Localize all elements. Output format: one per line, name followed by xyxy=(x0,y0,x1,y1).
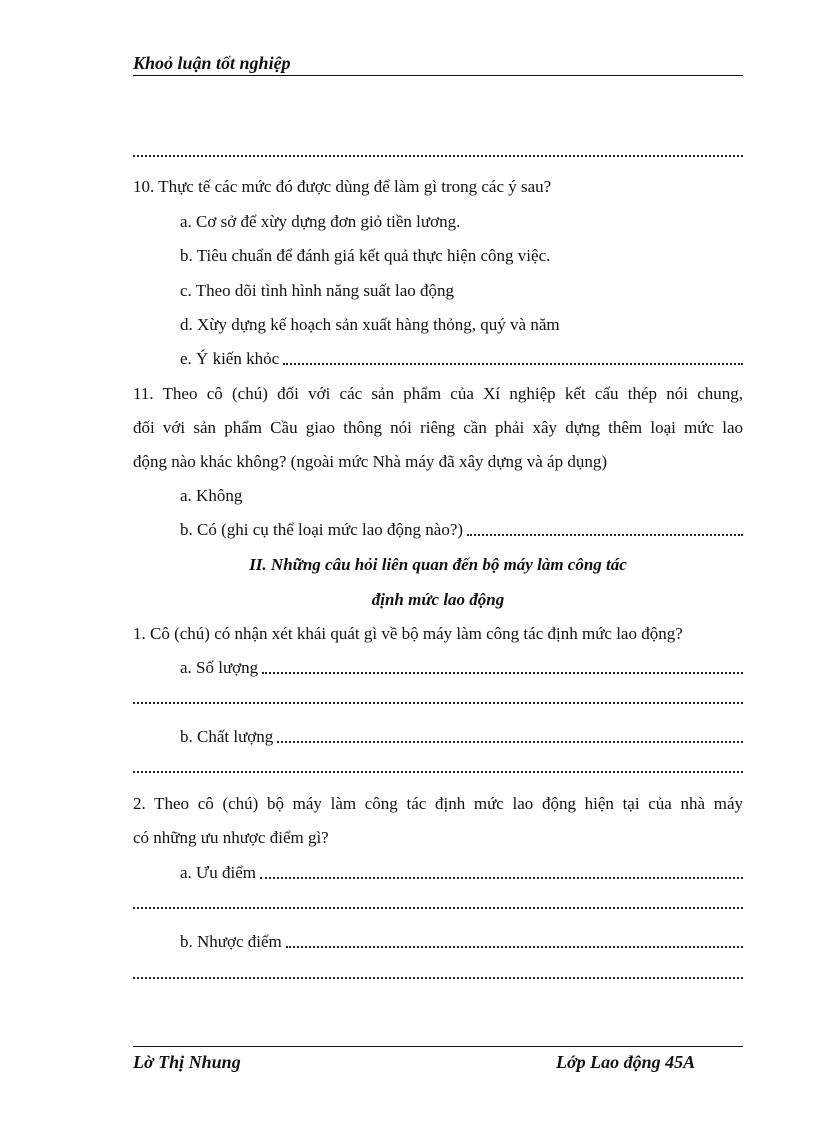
question-11-line-2: đối với sản phẩm Cầu giao thông nói riêng cần phải xây dựng thêm loại mức lao xyxy=(133,418,743,437)
answer-dotted-line xyxy=(277,741,743,743)
answer-dotted-line xyxy=(467,534,743,536)
answer-dotted-line xyxy=(133,907,743,909)
answer-dotted-line xyxy=(133,771,743,773)
section-2-title-line-2: định mức lao động xyxy=(371,590,505,609)
q10-option-b: b. Tiêu chuẩn để đánh giá kết quả thực hiện công việc. xyxy=(180,246,551,265)
page-header-title: Khoỏ luận tốt nghiệp xyxy=(133,53,291,73)
q2-option-a: a. Ưu điểm xyxy=(180,863,256,882)
question-10: 10. Thực tế các mức đó được dùng để làm gì trong các ý sau? xyxy=(133,177,552,196)
question-2-line-1: 2. Theo cô (chú) bộ máy làm công tác định mức lao động hiện tại của nhà máy xyxy=(133,794,743,813)
q2-option-b-row xyxy=(180,931,743,953)
question-11-line-3: động nào khác không? (ngoài mức Nhà máy đã xây dựng và áp dụng) xyxy=(133,452,607,471)
question-2-line-2: có những ưu nhược điểm gì? xyxy=(133,828,329,847)
footer-divider xyxy=(133,1046,743,1047)
answer-dotted-line xyxy=(133,155,743,157)
q10-option-e-row xyxy=(180,348,743,370)
q1-option-a: a. Số lượng xyxy=(180,658,259,677)
q1-option-a-row xyxy=(180,657,743,679)
answer-dotted-line xyxy=(133,702,743,704)
question-11-line-1: 11. Theo cô (chú) đối với các sản phẩm của Xí nghiệp kết cấu thép nói chung, xyxy=(133,384,743,403)
q1-option-b: b. Chất lượng xyxy=(180,727,274,746)
answer-dotted-line xyxy=(286,946,743,948)
question-1: 1. Cô (chú) có nhận xét khái quát gì về bộ máy làm công tác định mức lao động? xyxy=(133,624,683,643)
footer-author: Lờ Thị Nhung xyxy=(133,1052,241,1072)
q11-option-b: b. Có (ghi cụ thể loại mức lao động nào?) xyxy=(180,520,464,539)
header-divider xyxy=(133,75,743,76)
q11-option-b-row xyxy=(180,519,743,541)
answer-dotted-line xyxy=(260,877,743,879)
answer-dotted-line xyxy=(262,672,743,674)
q2-option-a-row xyxy=(180,862,743,884)
answer-dotted-line xyxy=(133,977,743,979)
q10-option-a: a. Cơ sở để xừy dựng đơn giỏ tiền lương. xyxy=(180,212,461,231)
q10-option-c: c. Theo dõi tình hình năng suất lao động xyxy=(180,281,455,300)
q1-option-b-row xyxy=(180,726,743,748)
answer-dotted-line xyxy=(283,363,743,365)
q2-option-b: b. Nhược điểm xyxy=(180,932,282,951)
footer-class-name: Lớp Lao động 45A xyxy=(556,1052,696,1072)
q11-option-a: a. Không xyxy=(180,486,243,505)
q10-option-e: e. Ý kiến khỏc xyxy=(180,349,280,368)
q10-option-d: d. Xừy dựng kế hoạch sản xuất hàng thỏng, quý và năm xyxy=(180,315,560,334)
section-2-title-line-1: II. Những câu hỏi liên quan đến bộ máy làm công tác xyxy=(249,555,627,574)
